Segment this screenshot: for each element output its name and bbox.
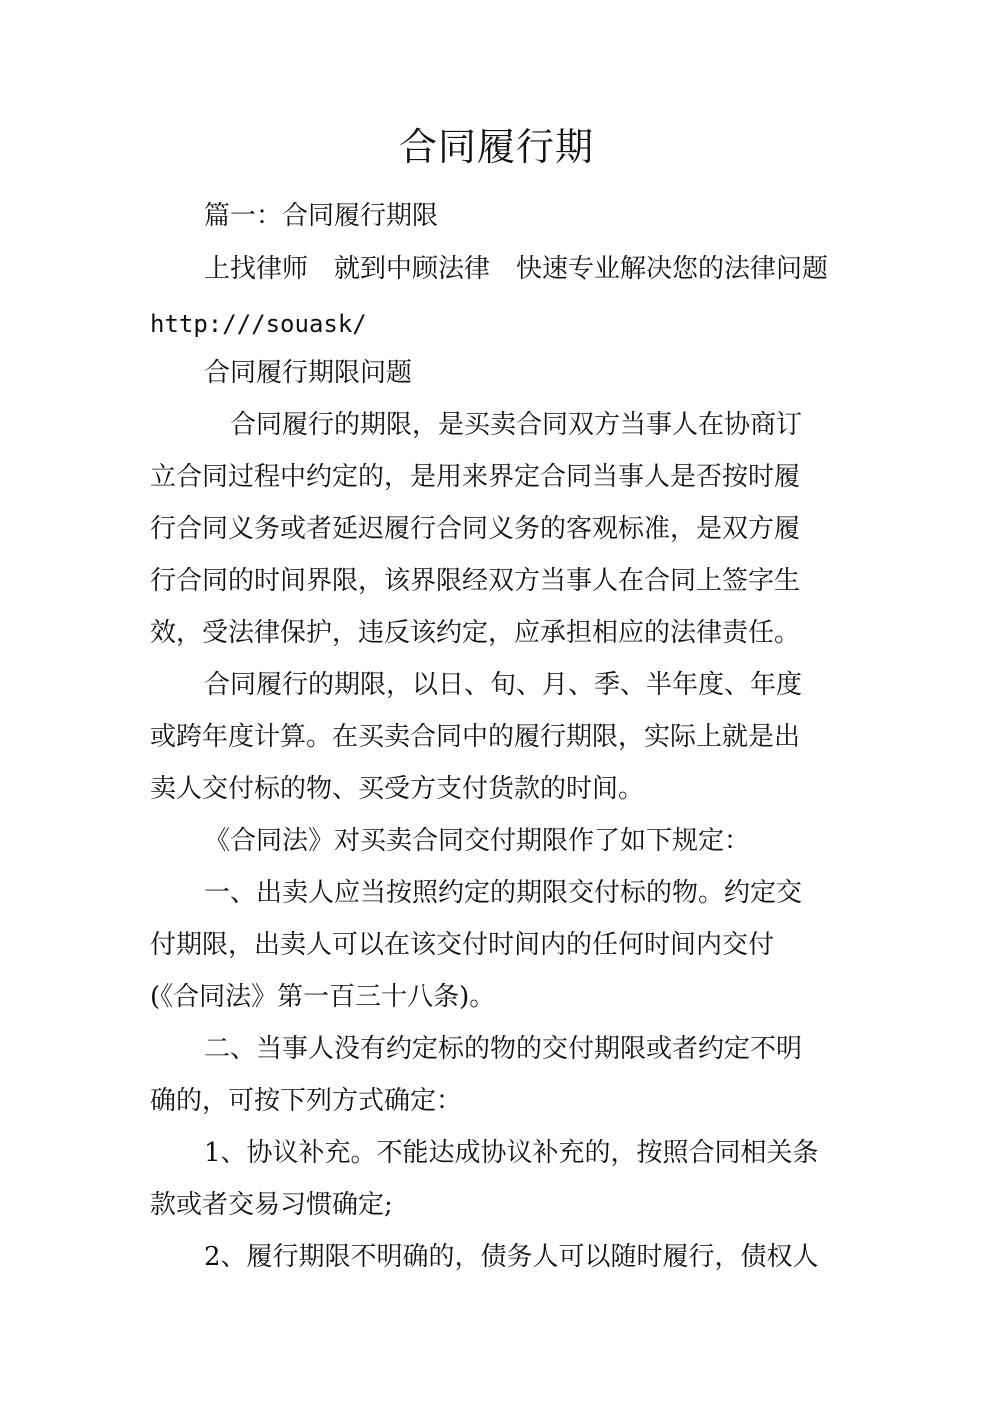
paragraph-line: 合同履行的期限，是买卖合同双方当事人在协商订	[230, 410, 803, 440]
paragraph-line: 一、出卖人应当按照约定的期限交付标的物。约定交	[204, 878, 803, 908]
subheading: 合同履行期限问题	[204, 358, 413, 388]
url-line: http:///souask/	[150, 310, 367, 338]
paragraph-line: 立合同过程中约定的，是用来界定合同当事人是否按时履	[150, 462, 801, 492]
paragraph-line: 确的，可按下列方式确定：	[150, 1086, 463, 1116]
paragraph-line: 2、履行期限不明确的，债务人可以随时履行，债权人	[204, 1242, 819, 1272]
section-heading: 篇一：合同履行期限	[204, 201, 439, 231]
paragraph-line: 行合同的时间界限，该界限经双方当事人在合同上签字生	[150, 566, 801, 596]
paragraph-line: 付期限，出卖人可以在该交付时间内的任何时间内交付	[150, 930, 775, 960]
paragraph-line: 二、当事人没有约定标的物的交付期限或者约定不明	[204, 1034, 803, 1064]
ad-line: 上找律师 就到中顾法律 快速专业解决您的法律问题	[204, 254, 829, 284]
paragraph-line: 行合同义务或者延迟履行合同义务的客观标准，是双方履	[150, 514, 801, 544]
document-title: 合同履行期	[398, 125, 594, 169]
paragraph-line: 款或者交易习惯确定;	[150, 1190, 393, 1220]
paragraph-line: 《合同法》对买卖合同交付期限作了如下规定：	[204, 826, 751, 856]
paragraph-line: 或跨年度计算。在买卖合同中的履行期限，实际上就是出	[150, 722, 801, 752]
paragraph-line: 合同履行的期限，以日、旬、月、季、半年度、年度	[204, 670, 803, 700]
paragraph-line: 卖人交付标的物、买受方支付货款的时间。	[150, 774, 645, 804]
paragraph-line: 效，受法律保护，违反该约定，应承担相应的法律责任。	[150, 618, 801, 648]
paragraph-line: (《合同法》第一百三十八条)。	[150, 982, 496, 1012]
paragraph-line: 1、协议补充。不能达成协议补充的，按照合同相关条	[204, 1138, 819, 1168]
